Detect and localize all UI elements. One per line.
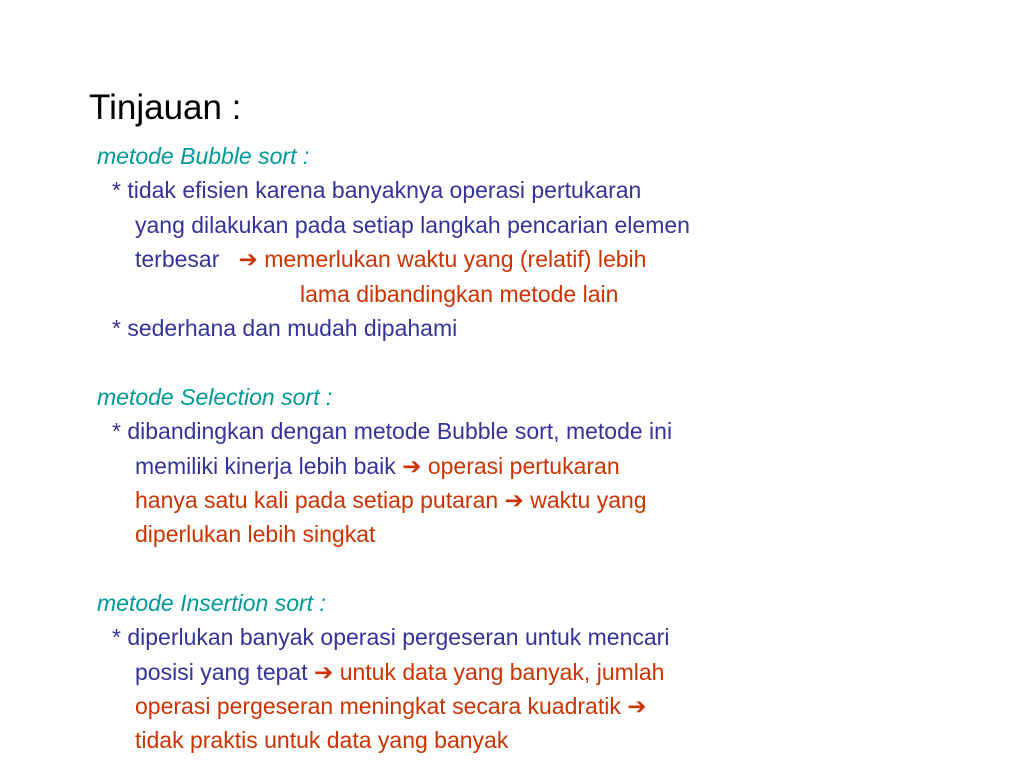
bubble-line-1: * tidak efisien karena banyaknya operasi pertukaran	[112, 177, 642, 203]
selection-line-2-consequence: operasi pertukaran	[427, 453, 620, 479]
bubble-line-3-text: terbesar	[135, 246, 220, 272]
arrow-right-icon: ➔	[402, 453, 422, 479]
insertion-sort-heading: metode Insertion sort :	[97, 590, 326, 616]
insertion-line-3	[135, 693, 647, 719]
selection-line-1: * dibandingkan dengan metode Bubble sort, metode ini	[112, 418, 673, 444]
insertion-line-2-text: posisi yang tepat	[135, 659, 308, 685]
selection-line-2	[135, 453, 620, 479]
selection-line-3-text: hanya satu kali pada setiap putaran	[135, 487, 499, 513]
arrow-right-icon: ➔	[314, 659, 334, 685]
selection-line-3-consequence: waktu yang	[530, 487, 647, 513]
insertion-line-2-consequence: untuk data yang banyak, jumlah	[339, 659, 665, 685]
bubble-line-5: * sederhana dan mudah dipahami	[112, 315, 458, 341]
bubble-line-4: lama dibandingkan metode lain	[300, 281, 619, 307]
arrow-right-icon: ➔	[238, 246, 258, 272]
selection-line-2-text: memiliki kinerja lebih baik	[135, 453, 396, 479]
insertion-line-2	[135, 659, 664, 685]
bubble-line-3-consequence: memerlukan waktu yang (relatif) lebih	[264, 246, 647, 272]
selection-line-4: diperlukan lebih singkat	[135, 521, 376, 547]
slide-title: Tinjauan :	[89, 88, 242, 127]
arrow-right-icon: ➔	[504, 487, 524, 513]
bubble-line-2: yang dilakukan pada setiap langkah pencarian elemen	[135, 212, 690, 238]
selection-sort-heading: metode Selection sort :	[97, 384, 333, 410]
bubble-sort-heading: metode Bubble sort :	[97, 143, 310, 169]
selection-line-3	[135, 487, 647, 513]
insertion-line-3-text: operasi pergeseran meningkat secara kuadratik	[135, 693, 621, 719]
insertion-line-4: tidak praktis untuk data yang banyak	[135, 727, 509, 753]
bubble-line-3	[135, 246, 646, 272]
insertion-line-1: * diperlukan banyak operasi pergeseran untuk mencari	[112, 624, 670, 650]
arrow-right-icon: ➔	[627, 693, 647, 719]
